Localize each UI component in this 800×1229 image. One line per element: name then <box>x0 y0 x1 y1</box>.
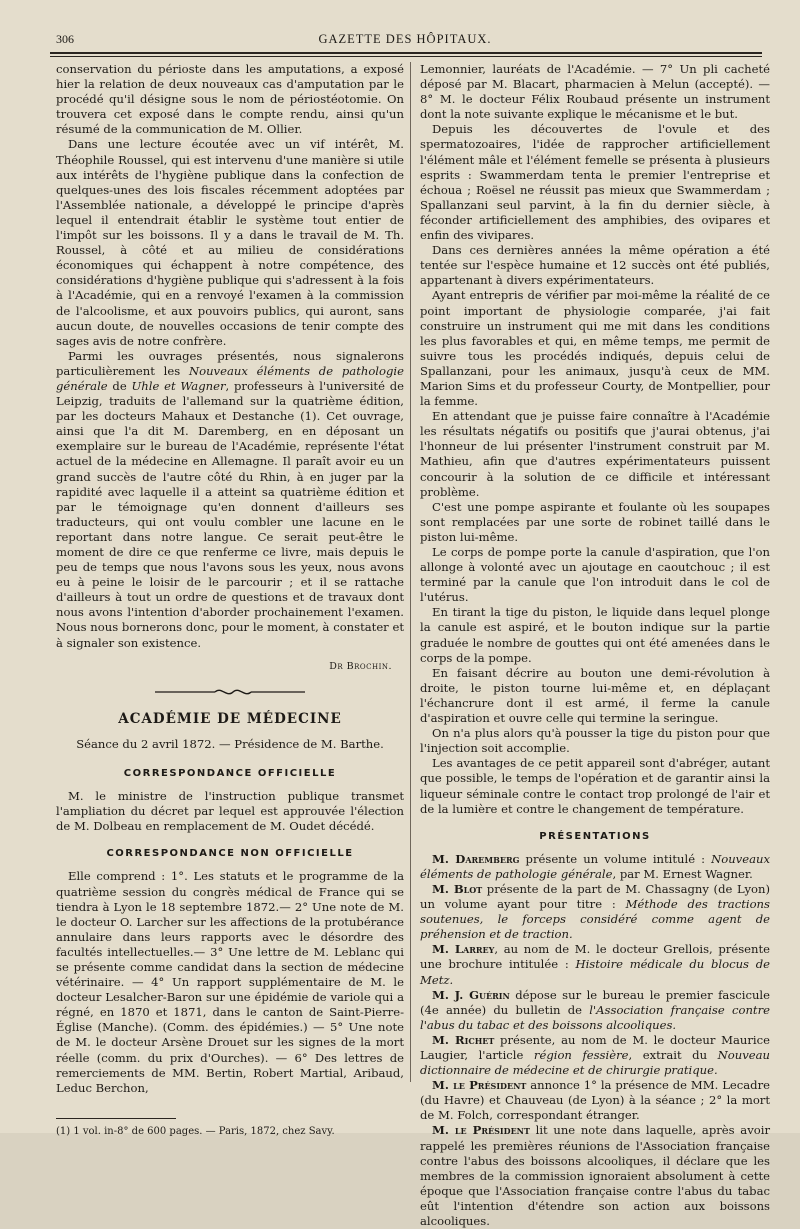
book-title: Nouveaux éléments de pathologie générale <box>56 363 404 393</box>
presentation-entry <box>420 852 770 882</box>
subheading-correspondance-non-officielle: CORRESPONDANCE NON OFFICIELLE <box>106 848 354 860</box>
paragraph: Les avantages de ce petit appareil sont d'abréger, autant que possible, le temps de l'opération et de garantir ainsi la liqueur séminale contre le contact trop prolongé de l'air et de la lumière et contre le changement de température. <box>420 756 770 816</box>
paragraph: Lemonnier, lauréats de l'Académie. — 7° Un pli cacheté déposé par M. Blacart, pharmacien à Melun (accepté). — 8° M. le docteur Félix Roubaud présente un instrument dont la note suivante explique le mécanisme et le but. <box>420 62 770 122</box>
presentation-entry <box>420 1123 770 1229</box>
speaker-name: M. Daremberg <box>432 851 520 866</box>
header-rule <box>50 52 762 54</box>
paragraph: Ayant entrepris de vérifier par moi-même la réalité de ce point important de physiologie comparée, j'ai fait construire un instrument qui me mit dans les conditions les plus favorables et qui, en même temps, me permit de suivre tous les procédés indiqués, depuis celui de Spallanzani, pour les animaux, jusqu'à ceux de MM. Marion Sims et du professeur Courty, de Montpellier, pour la femme. <box>420 288 770 409</box>
paragraph: Dans une lecture écoutée avec un vif intérêt, M. Théophile Roussel, qui est intervenu d'une manière si utile aux intérêts de l'hygiène publique dans la confection de quelques-unes des lois fiscales récemment adoptées par l'Assemblée nationale, a développé le principe d'après lequel il entendrait établir le système tout entier de l'impôt sur les boissons. Il y a dans le travail de M. Th. Roussel, à côté et au milieu de considérations économiques qui échappent à notre compétence, des considérations d'hygiène publique qui s'adressent à la fois à l'Académie, qui en a renvoyé l'examen à la commission de l'alcoolisme, et aux pouvoirs publics, qui auront, sans aucun doute, de nouvelles occasions de tenir compte des sages avis de notre confrère. <box>56 137 404 348</box>
work-title: Nouveau dictionnaire de médecine et de chirurgie pratique. <box>420 1048 770 1078</box>
ornament-divider <box>56 686 404 698</box>
text-run: , par M. Ernest Wagner. <box>612 866 753 881</box>
speaker-name: M. le Président <box>432 1123 530 1138</box>
footnote: (1) 1 vol. in-8° de 600 pages. — Paris, 1872, chez Savy. <box>56 1125 335 1137</box>
presentation-entry <box>420 988 770 1033</box>
speaker-name: M. Larrey <box>432 942 495 957</box>
presentation-entry <box>420 1033 770 1078</box>
paragraph: M. le ministre de l'instruction publique transmet l'ampliation du décret par lequel est approuvée l'élection de M. Dolbeau en remplacement de M. Oudet décédé. <box>56 789 404 834</box>
text-run: , au nom de M. le docteur Grellois, présente une brochure intitulée : <box>420 942 770 972</box>
paragraph: C'est une pompe aspirante et foulante où les soupapes sont remplacées par une sorte de robinet taillé dans le piston lui-même. <box>420 499 770 544</box>
text-run: dépose sur le bureau le premier fascicule (4e année) du bulletin de <box>420 987 771 1017</box>
paragraph: Dans ces dernières années la même opération a été tentée sur l'espèce humaine et 12 succès ont été publiés, appartenant à divers expérimentateurs. <box>420 243 770 288</box>
paragraph: Depuis les découvertes de l'ovule et des spermatozoaires, l'idée de rapprocher artificiellement l'élément mâle et l'élément femelle se présenta à plusieurs esprits : Swammerdam tenta le premier l'entreprise et échoua ; Roësel ne réussit pas mieux que Swammerdam ; Spallanzani seul parvint, à la fin du dernier siècle, à féconder artificiellement des amphibies, des ovipares et enfin des vivipares. <box>420 122 770 243</box>
work-title: Nouveaux éléments de pathologie générale <box>420 851 771 881</box>
speaker-name: M. Richet <box>432 1032 495 1047</box>
work-title: l'Association française contre l'abus du tabac et des boissons alcooliques. <box>420 1002 770 1032</box>
text-run: présente, au nom de M. le docteur Maurice Laugier, l'article <box>420 1032 770 1062</box>
paragraph: En attendant que je puisse faire connaître à l'Académie les résultats négatifs ou positifs que j'aurai obtenus, j'ai l'honneur de lui présenter l'instrument construit par M. Mathieu, afin que d'autres expérimentateurs puissent concourir à la solution de ce difficile et intéressant problème. <box>420 409 770 499</box>
paragraph: On n'a plus alors qu'à pousser la tige du piston pour que l'injection soit accomplie. <box>420 726 770 756</box>
text-run: , professeurs à l'université de Leipzig, traduits de l'allemand sur la quatrième édition, par les docteurs Mahaux et Destanche (1). Cet ouvrage, ainsi que l'a dit M. Daremberg, en en déposant un exemplaire sur le bureau de l'Académie, représente l'état actuel de la médecine en Allemagne. Il paraît avoir eu un grand succès de l'autre côté du Rhin, à en juger par la rapidité avec laquelle il a atteint sa quatrième édition et par le témoignage qu'en donnent d'ailleurs ses traducteurs, qui ont voulu combler une lacune en le reportant dans notre langue. Ce serait peut-être le moment de dire ce que renferme ce livre, mais depuis le peu de temps que nous l'avons sous les yeux, nous avons eu à peine le loisir de le parcourir ; et il se rattache d'ailleurs à tout un ordre de questions et de travaux dont nous avons l'intention d'aborder prochainement l'examen. Nous nous bornerons donc, pour le moment, à constater et à signaler son existence. <box>56 378 405 650</box>
text-run: présente de la part de M. Chassagny (de Lyon) un volume ayant pour titre : <box>420 881 770 912</box>
paragraph: En faisant décrire au bouton une demi-révolution à droite, le piston tourne lui-même et, en déplaçant l'échancrure dont il est armé, il ferme la canule d'aspiration et ouvre celle qui termine la seringue. <box>420 665 770 726</box>
paragraph: Elle comprend : 1°. Les statuts et le programme de la quatrième session du congrès médical de France qui se tiendra à Lyon le 18 septembre 1872.— 2° Une note de M. le docteur O. Larcher sur les affections de la protubérance annulaire dans leurs rapports avec le désordre des facultés intellectuelles.— 3° Une lettre de M. Leblanc qui se présente comme candidat dans la section de médecine vétérinaire. — 4° Un rapport supplémentaire de M. le docteur Lesalcher-Baron sur une épidémie de variole qui a régné, en 1870 et 1871, dans le canton de Saint-Pierre-Église (Manche). (Comm. des épidémies.) — 5° Une note de M. le docteur Arsène Drouet sur les signes de la mort réelle (comm. du prix d'Ourches). — 6° Des lettres de remerciements de MM. Bertin, Robert Martial, Aribaud, Leduc Berchon, <box>56 869 404 1095</box>
subheading-correspondance-officielle: CORRESPONDANCE OFFICIELLE <box>123 767 337 779</box>
left-column <box>56 62 404 1138</box>
right-column <box>420 62 770 1229</box>
subheading-presentations: PRÉSENTATIONS <box>539 830 651 842</box>
text-run: , extrait du <box>628 1048 718 1062</box>
presentation-entry <box>420 1078 770 1123</box>
work-title: Méthode des tractions soutenues, le forceps considéré comme agent de préhension et de traction. <box>420 897 770 942</box>
session-line: Séance du 2 avril 1872. — Présidence de M. Barthe. <box>76 736 384 751</box>
speaker-name: M. Blot <box>432 881 483 896</box>
header-rule-thin <box>50 56 762 57</box>
paragraph: Le corps de pompe porte la canule d'aspiration, que l'on allonge à volonté avec un ajoutage en caoutchouc ; il est terminé par la canule que l'on introduit dans le col de l'utérus. <box>420 545 770 605</box>
text-run: annonce 1° la présence de MM. Lecadre (du Havre) et Chauveau (de Lyon) à la séance ; 2° la mort de M. Folch, correspondant étranger. <box>420 1078 770 1123</box>
text-run: lit une note dans laquelle, après avoir rappelé les premières réunions de l'Association française contre l'abus des boissons alcooliques, il déclare que les membres de la commission ignoraient absolument à cette époque que l'Association française contre l'abus du tabac eût l'intention d'étendre son action aux boissons alcooliques. <box>420 1123 770 1229</box>
presentations-list <box>420 852 770 1229</box>
running-title: GAZETTE DES HÔPITAUX. <box>318 32 492 46</box>
presentation-entry <box>420 942 770 987</box>
text-run: présente un volume intitulé : <box>519 851 712 866</box>
work-title: région fessière <box>533 1048 629 1062</box>
paragraph: conservation du périoste dans les amputations, a exposé hier la relation de deux nouveaux cas d'amputation par le procédé qu'il désigne sous le nom de périostéotomie. On trouvera cet exposé dans le compte rendu, ainsi qu'un résumé de la communication de M. Ollier. <box>56 62 404 137</box>
page-header <box>50 30 760 52</box>
text-run: de <box>107 378 132 393</box>
work-title: Histoire médicale du blocus de Metz. <box>420 957 770 987</box>
footnote-rule <box>56 1118 176 1119</box>
column-divider <box>410 62 411 1082</box>
speaker-name: M. J. Guérin <box>432 987 510 1002</box>
section-title: ACADÉMIE DE MÉDECINE <box>118 710 342 727</box>
presentation-entry <box>420 882 770 942</box>
page-number: 306 <box>56 32 74 46</box>
paragraph <box>56 349 404 651</box>
text-run: Parmi les ouvrages présentés, nous signalerons particulièrement les <box>56 348 404 378</box>
speaker-name: M. le Président <box>432 1078 527 1093</box>
paragraph: En tirant la tige du piston, le liquide dans lequel plonge la canule est aspiré, et le bouton indique sur la partie graduée le nombre de gouttes qui ont été amenées dans le corps de la pompe. <box>420 605 770 665</box>
book-authors: Uhle et Wagner <box>131 378 226 393</box>
signature: Dr Brochin. <box>329 660 392 672</box>
